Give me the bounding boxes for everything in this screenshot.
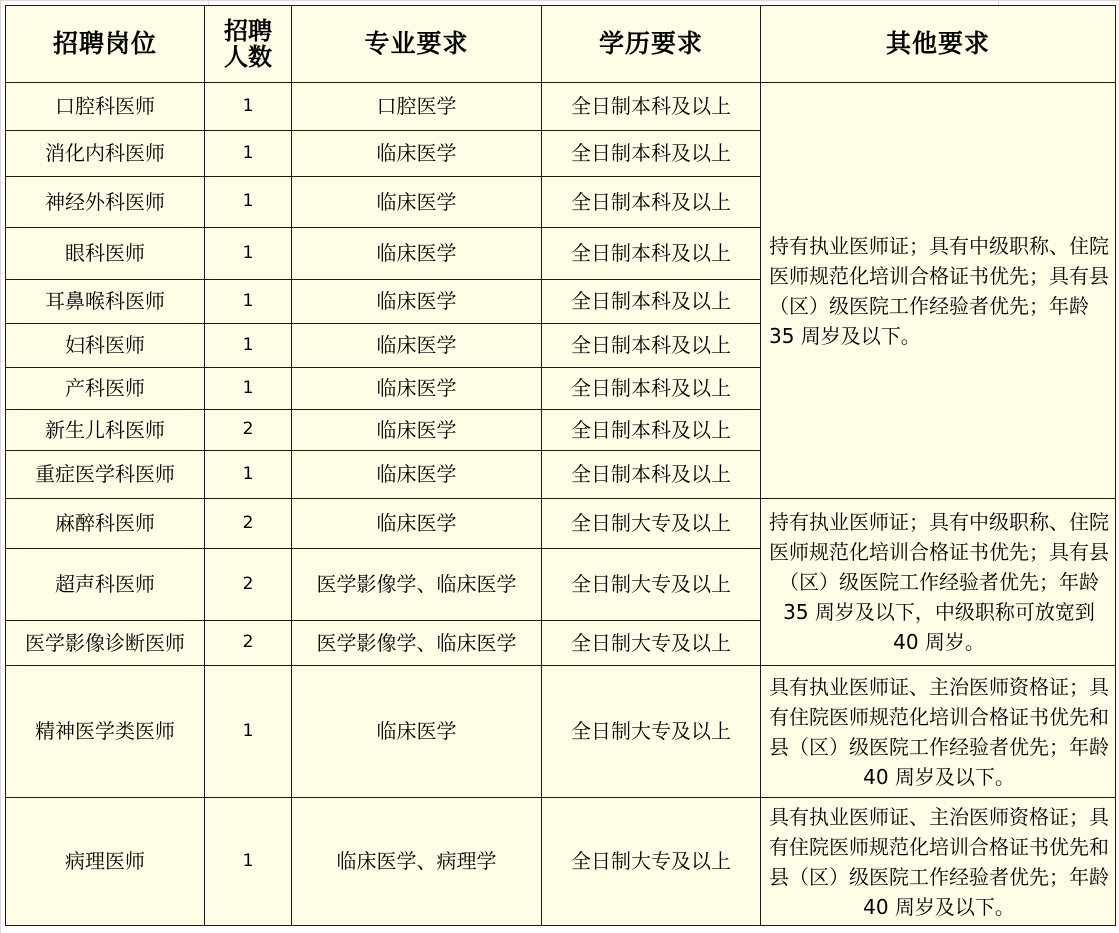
cell-major: 临床医学 <box>292 177 542 228</box>
cell-major: 医学影像学、临床医学 <box>292 621 542 666</box>
cell-count: 1 <box>205 798 292 926</box>
cell-count: 1 <box>205 451 292 499</box>
cell-major: 临床医学 <box>292 666 542 798</box>
cell-education: 全日制本科及以上 <box>542 451 761 499</box>
cell-education: 全日制本科及以上 <box>542 228 761 280</box>
cell-major: 临床医学 <box>292 324 542 368</box>
table-row <box>6 666 1116 798</box>
header-major: 专业要求 <box>292 6 542 83</box>
page-edge-left <box>0 0 1 933</box>
cell-position: 妇科医师 <box>6 324 205 368</box>
cell-education: 全日制大专及以上 <box>542 666 761 798</box>
cell-major: 临床医学、病理学 <box>292 798 542 926</box>
cell-major: 临床医学 <box>292 228 542 280</box>
cell-count: 2 <box>205 410 292 451</box>
cell-education: 全日制大专及以上 <box>542 549 761 621</box>
cell-position: 麻醉科医师 <box>6 499 205 549</box>
cell-major: 口腔医学 <box>292 83 542 131</box>
cell-education: 全日制本科及以上 <box>542 83 761 131</box>
cell-education: 全日制大专及以上 <box>542 499 761 549</box>
cell-major: 临床医学 <box>292 280 542 324</box>
header-row <box>6 6 1116 83</box>
cell-count: 1 <box>205 324 292 368</box>
header-other: 其他要求 <box>761 6 1116 83</box>
table-row <box>6 798 1116 926</box>
cell-count: 1 <box>205 280 292 324</box>
cell-other-requirements: 具有执业医师证、主治医师资格证；具有住院医师规范化培训合格证书优先和县（区）级医院工作经验者优先；年龄 40 周岁及以下。 <box>761 666 1116 798</box>
recruitment-table <box>5 5 1116 926</box>
cell-position: 精神医学类医师 <box>6 666 205 798</box>
cell-education: 全日制本科及以上 <box>542 368 761 410</box>
cell-education: 全日制大专及以上 <box>542 798 761 926</box>
cell-position: 重症医学科医师 <box>6 451 205 499</box>
cell-education: 全日制本科及以上 <box>542 280 761 324</box>
cell-position: 超声科医师 <box>6 549 205 621</box>
header-count <box>205 6 292 83</box>
cell-major: 临床医学 <box>292 410 542 451</box>
table-row <box>6 499 1116 549</box>
cell-major: 医学影像学、临床医学 <box>292 549 542 621</box>
cell-count: 1 <box>205 131 292 177</box>
cell-education: 全日制大专及以上 <box>542 621 761 666</box>
cell-count: 2 <box>205 499 292 549</box>
cell-count: 2 <box>205 621 292 666</box>
cell-position: 口腔科医师 <box>6 83 205 131</box>
cell-position: 新生儿科医师 <box>6 410 205 451</box>
cell-major: 临床医学 <box>292 499 542 549</box>
cell-other-requirements: 具有执业医师证、主治医师资格证；具有住院医师规范化培训合格证书优先和县（区）级医院工作经验者优先；年龄 40 周岁及以下。 <box>761 798 1116 926</box>
cell-major: 临床医学 <box>292 451 542 499</box>
cell-position: 产科医师 <box>6 368 205 410</box>
cell-count: 1 <box>205 666 292 798</box>
cell-education: 全日制本科及以上 <box>542 410 761 451</box>
cell-position: 眼科医师 <box>6 228 205 280</box>
cell-position: 医学影像诊断医师 <box>6 621 205 666</box>
header-education: 学历要求 <box>542 6 761 83</box>
header-count-line: 招聘 <box>224 16 272 45</box>
cell-education: 全日制本科及以上 <box>542 177 761 228</box>
cell-count: 1 <box>205 83 292 131</box>
cell-position: 耳鼻喉科医师 <box>6 280 205 324</box>
cell-major: 临床医学 <box>292 368 542 410</box>
cell-count: 2 <box>205 549 292 621</box>
header-position: 招聘岗位 <box>6 6 205 83</box>
page-edge-top <box>0 0 1119 1</box>
cell-count: 1 <box>205 177 292 228</box>
cell-major: 临床医学 <box>292 131 542 177</box>
cell-other-requirements: 持有执业医师证；具有中级职称、住院医师规范化培训合格证书优先；具有县（区）级医院工作经验者优先；年龄 35 周岁及以下，中级职称可放宽到 40 周岁。 <box>761 499 1116 666</box>
cell-count: 1 <box>205 228 292 280</box>
cell-position: 病理医师 <box>6 798 205 926</box>
header-count-line: 人数 <box>224 42 272 71</box>
table-row <box>6 83 1116 131</box>
cell-count: 1 <box>205 368 292 410</box>
cell-position: 消化内科医师 <box>6 131 205 177</box>
cell-education: 全日制本科及以上 <box>542 324 761 368</box>
cell-education: 全日制本科及以上 <box>542 131 761 177</box>
cell-other-requirements: 持有执业医师证；具有中级职称、住院医师规范化培训合格证书优先；具有县（区）级医院工作经验者优先；年龄 35 周岁及以下。 <box>761 83 1116 499</box>
cell-position: 神经外科医师 <box>6 177 205 228</box>
